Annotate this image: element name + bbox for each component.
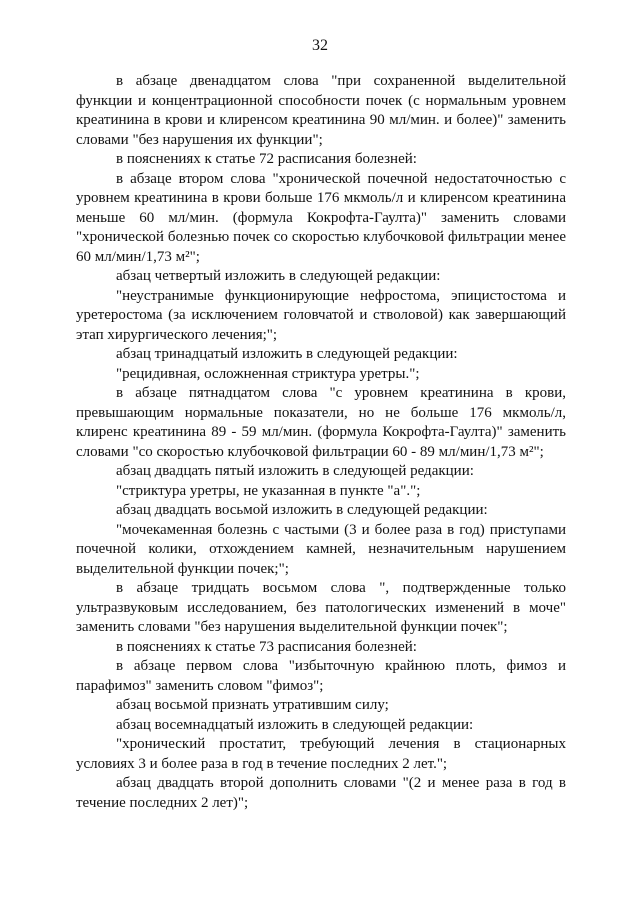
paragraph: абзац восемнадцатый изложить в следующей редакции: [116,716,474,733]
paragraph: в абзаце двенадцатом слова "при сохраненной выделительной функции и концентрационной способности почек (с нормальным уровнем креатинина в крови и клиренсом креатинина 90 мл/мин. и более)" заменить словами "без нарушения их функции"; [76,73,566,148]
paragraph: в абзаце втором слова "хронической почечной недостаточностью с уровнем креатинина в крови больше 176 мкмоль/л и клиренсом креатинина меньше 60 мл/мин. (формула Кокрофта-Гаулта)" заменить словами "хронической болезнью почек со скоростью клубочковой фильтрации менее 60 мл/мин/1,73 м²"; [76,170,566,265]
paragraph: в абзаце первом слова "избыточную крайнюю плоть, фимоз и парафимоз" заменить словом "фимоз"; [76,658,566,694]
paragraph: "хронический простатит, требующий лечения в стационарных условиях 3 и более раза в год в течение последних 2 лет."; [76,736,566,772]
paragraph: абзац восьмой признать утратившим силу; [116,697,389,713]
paragraph: "рецидивная, осложненная стриктура уретры."; [116,365,420,382]
paragraph: абзац двадцать пятый изложить в следующей редакции: [116,463,474,479]
paragraph: в пояснениях к статье 73 расписания болезней: [116,638,417,655]
paragraph: "неустранимые функционирующие нефростома, эпицистостома и уретеростома (за исключением головчатой и стволовой) как завершающий этап хирургического лечения;"; [76,287,566,343]
paragraph: абзац четвертый изложить в следующей редакции: [116,268,441,284]
paragraph: "стриктура уретры, не указанная в пункте "а"."; [116,482,421,499]
paragraph: абзац тринадцатый изложить в следующей редакции: [116,346,458,362]
paragraph: "мочекаменная болезнь с частыми (3 и более раза в год) приступами почечной колики, отхождением камней, незначительным нарушением выделительной функции почек;"; [76,521,566,577]
page-number: 32 [312,37,328,54]
paragraph: абзац двадцать второй дополнить словами "(2 и менее раза в год в течение последних 2 лет)"; [76,775,566,811]
paragraph: в абзаце тридцать восьмом слова ", подтвержденные только ультразвуковым исследованием, без патологических изменений в моче" заменить словами "без нарушения выделительной функции почек"; [76,580,566,635]
document-body [76,72,566,813]
paragraph: абзац двадцать восьмой изложить в следующей редакции: [116,502,488,518]
paragraph: в абзаце пятнадцатом слова "с уровнем креатинина в крови, превышающим нормальные показатели, но не больше 176 мкмоль/л, клиренс креатинина 89 - 59 мл/мин. (формула Кокрофта-Гаулта)" заменить словами "со скоростью клубочковой фильтрации 60 - 89 мл/мин/1,73 м²"; [76,385,566,460]
paragraph: в пояснениях к статье 72 расписания болезней: [116,151,417,167]
